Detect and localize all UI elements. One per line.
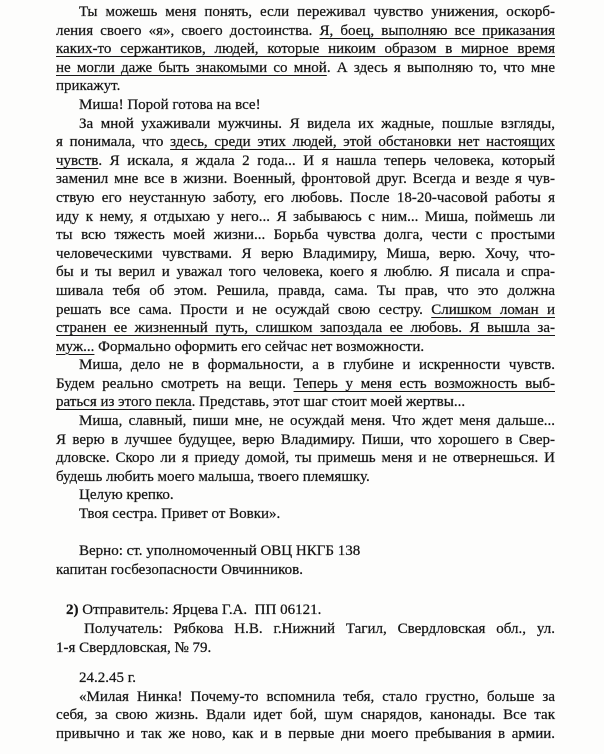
text-line: [56, 412, 555, 431]
text-line: [56, 725, 555, 744]
text-segment: ты всю тяжесть моей жизни... Борьба чувства долга, чести с простыми: [56, 227, 555, 244]
text-line: [56, 170, 555, 189]
text-segment: 2): [66, 602, 83, 619]
text-segment: иду к нему, я отдыхаю у него... Я забываюсь с ним... Миша, поймешь ли: [56, 208, 555, 225]
text-segment: Формально оформить его сейчас нет возможности.: [94, 338, 425, 355]
text-line: [56, 431, 555, 450]
text-segment: . А здесь я выполняю то, что мне: [326, 59, 555, 76]
text-segment: шивала тебя об этом. Решила, правда, сама. Ты прав, что это должна: [56, 282, 555, 299]
text-line: [56, 301, 555, 320]
text-segment: 24.2.45 г.: [79, 670, 136, 687]
text-line: [56, 40, 555, 59]
text-segment: За мной ухаживали мужчины. Я видела их жадные, пошлые взгляды,: [79, 115, 555, 132]
underlined-text: странен ее жизненный путь, слишком запоздала ее любовь. Я вышла за-: [56, 320, 555, 337]
text-segment: Я верю в лучшее будущее, верю Владимиру. Пиши, что хорошего в Свер-: [56, 431, 555, 448]
text-segment: я понимала, что: [56, 134, 171, 151]
text-line: [56, 449, 555, 468]
text-line: [56, 542, 555, 561]
text-line: [56, 356, 555, 375]
text-segment: дловске. Скоро ли я приеду домой, ты примешь меня и не отвернешься. И: [56, 450, 555, 467]
text-segment: капитан госбезопасности Овчинников.: [56, 561, 303, 578]
text-segment: ления своего «я», своего достоинства.: [56, 22, 320, 39]
text-line: [56, 706, 555, 725]
text-segment: бы и ты верил и уважал того человека, коего я люблю. Я писала и спра-: [56, 264, 555, 281]
text-segment: ствую его неустанную заботу, его любовь. После 18-20-часовой работы я: [56, 189, 555, 206]
text-segment: 1-я Свердловская, № 79.: [56, 639, 212, 656]
blank-gap: [56, 657, 555, 669]
text-line: [56, 115, 555, 134]
text-segment: себя, за свою жизнь. Вдали идет бой, шум снарядов, канонады. Все так: [56, 707, 555, 724]
text-segment: «Милая Нинка! Почему-то вспомнила тебя, стало грустно, больше за: [79, 688, 555, 705]
text-line: [56, 505, 555, 524]
blank-gap: [56, 524, 555, 543]
text-segment: Целую крепко.: [79, 487, 174, 504]
text-segment: человеческими чувствами. Я верю Владимиру, Миша, верю. Хочу, что-: [56, 245, 555, 262]
text-line: [56, 208, 555, 227]
text-line: [56, 133, 555, 152]
text-line: [56, 639, 555, 658]
text-line: [56, 96, 555, 115]
text-line: [56, 22, 555, 41]
text-segment: . Представь, этот шаг стоит моей жертвы...: [191, 394, 466, 411]
text-segment: будешь любить моего малыша, твоего племяшку.: [56, 468, 370, 485]
text-line: [56, 468, 555, 487]
underlined-text: раться из этого пекла: [56, 394, 192, 411]
text-segment: Миша, дело не в формальности, а в глубине и искренности чувств.: [79, 357, 555, 374]
blank-gap: [56, 579, 555, 601]
underlined-text: муж...: [56, 338, 95, 355]
underlined-text: чувств: [56, 152, 99, 169]
text-line: [56, 152, 555, 171]
text-line: [56, 688, 555, 707]
text-segment: Отправитель: Ярцева Г.А. ПП 06121.: [82, 602, 322, 619]
text-line: [56, 189, 555, 208]
text-line: [56, 263, 555, 282]
text-line: [56, 601, 555, 620]
text-line: [56, 486, 555, 505]
text-line: [56, 77, 555, 96]
underlined-text: каких-то сержантиков, людей, которые никоим образом в мирное время: [56, 41, 555, 58]
text-line: [56, 245, 555, 264]
underlined-text: не могли даже быть знакомыми со мной: [56, 59, 327, 76]
underlined-text: здесь, среди этих людей, этой обстановки нет настоящих: [170, 134, 555, 151]
text-segment: Миша, славный, пиши мне, не осуждай меня. Что ждет меня дальше...: [79, 413, 555, 430]
text-segment: решать все сама. Прости и не осуждай свою сестру.: [56, 301, 432, 318]
text-segment: Ты можешь меня понять, если переживал чувство унижения, оскорб-: [79, 4, 555, 20]
text-segment: прикажут.: [56, 78, 121, 95]
text-line: [56, 375, 555, 394]
underlined-text: Я, боец, выполняю все приказания: [319, 22, 555, 39]
text-line: [56, 59, 555, 78]
text-segment: Твоя сестра. Привет от Вовки».: [79, 506, 281, 523]
text-line: [56, 561, 555, 580]
page-text: [56, 3, 555, 744]
text-line: [56, 319, 555, 338]
text-line: [56, 669, 555, 688]
underlined-text: Теперь у меня есть возможность выб-: [293, 375, 555, 392]
text-line: [56, 226, 555, 245]
text-line: [56, 3, 555, 22]
text-segment: Получатель: Рябкова Н.В. г.Нижний Тагил, Свердловская обл., ул.: [84, 621, 555, 637]
text-line: [56, 338, 555, 357]
underlined-text: Слишком ломан и: [431, 301, 555, 318]
text-segment: заменил мне все в жизни. Военный, фронтовой друг. Всегда и везде я чув-: [56, 171, 555, 188]
text-segment: Верно: ст. уполномоченный ОВЦ НКГБ 138: [79, 543, 361, 560]
text-line: [56, 282, 555, 301]
text-line: [56, 620, 555, 639]
text-segment: привычно и так же ново, как и в первые дни моего пребывания в армии.: [56, 725, 555, 742]
text-segment: Миша! Порой готова на все!: [79, 96, 261, 113]
text-segment: Будем реально смотреть на вещи.: [56, 375, 294, 392]
text-segment: . Я искала, я ждала 2 года... И я нашла теперь человека, который: [98, 152, 555, 169]
text-line: [56, 393, 555, 412]
